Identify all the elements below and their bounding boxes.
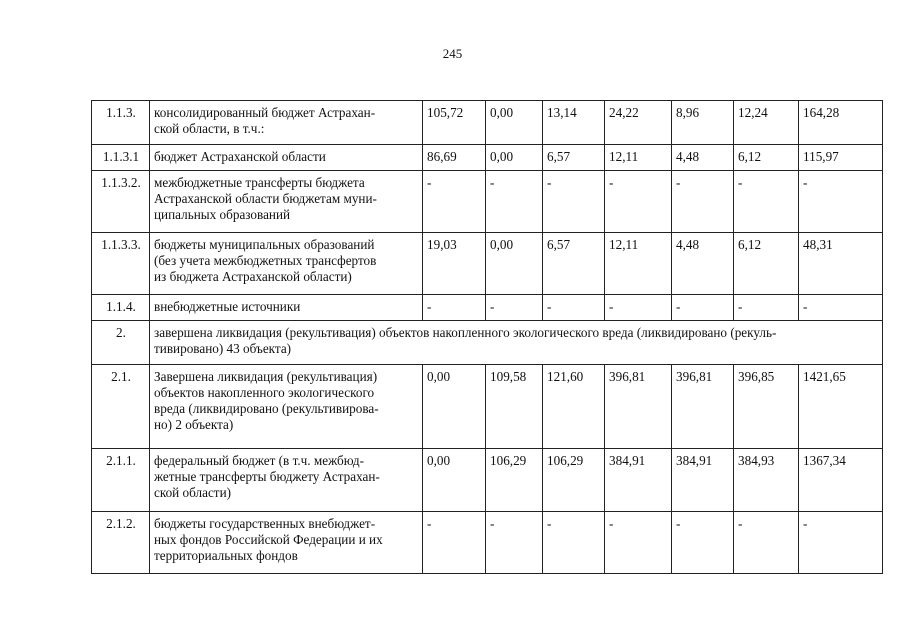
value-cell: 0,00 bbox=[423, 449, 486, 512]
value-cell: - bbox=[486, 171, 543, 233]
value-cell: - bbox=[605, 512, 672, 574]
value-cell: 6,12 bbox=[734, 233, 799, 295]
value-cell: 4,48 bbox=[672, 233, 734, 295]
table-row bbox=[92, 145, 883, 171]
value-cell: - bbox=[672, 512, 734, 574]
value-cell: - bbox=[543, 171, 605, 233]
value-cell: 109,58 bbox=[486, 365, 543, 449]
value-cell: - bbox=[543, 295, 605, 321]
value-cell: - bbox=[423, 512, 486, 574]
value-cell: 12,11 bbox=[605, 145, 672, 171]
value-cell: - bbox=[672, 171, 734, 233]
table-row bbox=[92, 101, 883, 145]
value-cell: 384,93 bbox=[734, 449, 799, 512]
value-cell: - bbox=[799, 295, 883, 321]
value-cell: 106,29 bbox=[543, 449, 605, 512]
table-row bbox=[92, 295, 883, 321]
row-number: 1.1.3.2. bbox=[92, 171, 150, 233]
row-description: бюджет Астраханской области bbox=[150, 145, 423, 171]
page-number: 245 bbox=[442, 46, 463, 61]
value-cell: 48,31 bbox=[799, 233, 883, 295]
table-row bbox=[92, 449, 883, 512]
table-row bbox=[92, 321, 883, 365]
row-description: федеральный бюджет (в т.ч. межбюд- жетные трансферты бюджету Астрахан- ской области) bbox=[150, 449, 423, 512]
row-description: консолидированный бюджет Астрахан- ской области, в т.ч.: bbox=[150, 101, 423, 145]
value-cell: 0,00 bbox=[423, 365, 486, 449]
value-cell: - bbox=[734, 295, 799, 321]
value-cell: - bbox=[605, 171, 672, 233]
value-cell: 115,97 bbox=[799, 145, 883, 171]
value-cell: 105,72 bbox=[423, 101, 486, 145]
row-description: внебюджетные источники bbox=[150, 295, 423, 321]
row-number: 1.1.3. bbox=[92, 101, 150, 145]
row-number: 1.1.3.1 bbox=[92, 145, 150, 171]
value-cell: 24,22 bbox=[605, 101, 672, 145]
section-description: завершена ликвидация (рекультивация) объектов накопленного экологического вреда (ликвидировано (рекуль- тивировано) 43 объекта) bbox=[150, 321, 883, 365]
value-cell: - bbox=[734, 171, 799, 233]
row-description: межбюджетные трансферты бюджета Астраханской области бюджетам муни- ципальных образований bbox=[150, 171, 423, 233]
table-row bbox=[92, 233, 883, 295]
row-number: 2.1.1. bbox=[92, 449, 150, 512]
value-cell: 6,57 bbox=[543, 145, 605, 171]
value-cell: 1367,34 bbox=[799, 449, 883, 512]
value-cell: - bbox=[423, 171, 486, 233]
value-cell: 396,85 bbox=[734, 365, 799, 449]
value-cell: - bbox=[605, 295, 672, 321]
value-cell: 0,00 bbox=[486, 233, 543, 295]
budget-table-body bbox=[92, 101, 883, 574]
row-description: Завершена ликвидация (рекультивация) объектов накопленного экологического вреда (ликвидировано (рекультивирова- но) 2 объекта) bbox=[150, 365, 423, 449]
value-cell: 1421,65 bbox=[799, 365, 883, 449]
table-row bbox=[92, 171, 883, 233]
value-cell: 106,29 bbox=[486, 449, 543, 512]
value-cell: - bbox=[486, 295, 543, 321]
value-cell: 164,28 bbox=[799, 101, 883, 145]
row-number: 1.1.4. bbox=[92, 295, 150, 321]
value-cell: 384,91 bbox=[605, 449, 672, 512]
value-cell: 384,91 bbox=[672, 449, 734, 512]
value-cell: 4,48 bbox=[672, 145, 734, 171]
value-cell: 6,12 bbox=[734, 145, 799, 171]
value-cell: - bbox=[486, 512, 543, 574]
row-number: 2.1. bbox=[92, 365, 150, 449]
budget-table bbox=[91, 100, 883, 574]
value-cell: - bbox=[672, 295, 734, 321]
row-number: 2. bbox=[92, 321, 150, 365]
value-cell: - bbox=[423, 295, 486, 321]
value-cell: 396,81 bbox=[672, 365, 734, 449]
value-cell: 396,81 bbox=[605, 365, 672, 449]
row-description: бюджеты государственных внебюджет- ных фондов Российской Федерации и их территориальных фондов bbox=[150, 512, 423, 574]
value-cell: 121,60 bbox=[543, 365, 605, 449]
row-description: бюджеты муниципальных образований (без учета межбюджетных трансфертов из бюджета Астраханской области) bbox=[150, 233, 423, 295]
value-cell: - bbox=[543, 512, 605, 574]
value-cell: 8,96 bbox=[672, 101, 734, 145]
row-number: 2.1.2. bbox=[92, 512, 150, 574]
table-row bbox=[92, 512, 883, 574]
value-cell: 19,03 bbox=[423, 233, 486, 295]
table-row bbox=[92, 365, 883, 449]
value-cell: 0,00 bbox=[486, 101, 543, 145]
value-cell: - bbox=[799, 171, 883, 233]
value-cell: 13,14 bbox=[543, 101, 605, 145]
value-cell: 6,57 bbox=[543, 233, 605, 295]
value-cell: 12,24 bbox=[734, 101, 799, 145]
row-number: 1.1.3.3. bbox=[92, 233, 150, 295]
value-cell: 86,69 bbox=[423, 145, 486, 171]
value-cell: - bbox=[799, 512, 883, 574]
value-cell: - bbox=[734, 512, 799, 574]
value-cell: 0,00 bbox=[486, 145, 543, 171]
value-cell: 12,11 bbox=[605, 233, 672, 295]
